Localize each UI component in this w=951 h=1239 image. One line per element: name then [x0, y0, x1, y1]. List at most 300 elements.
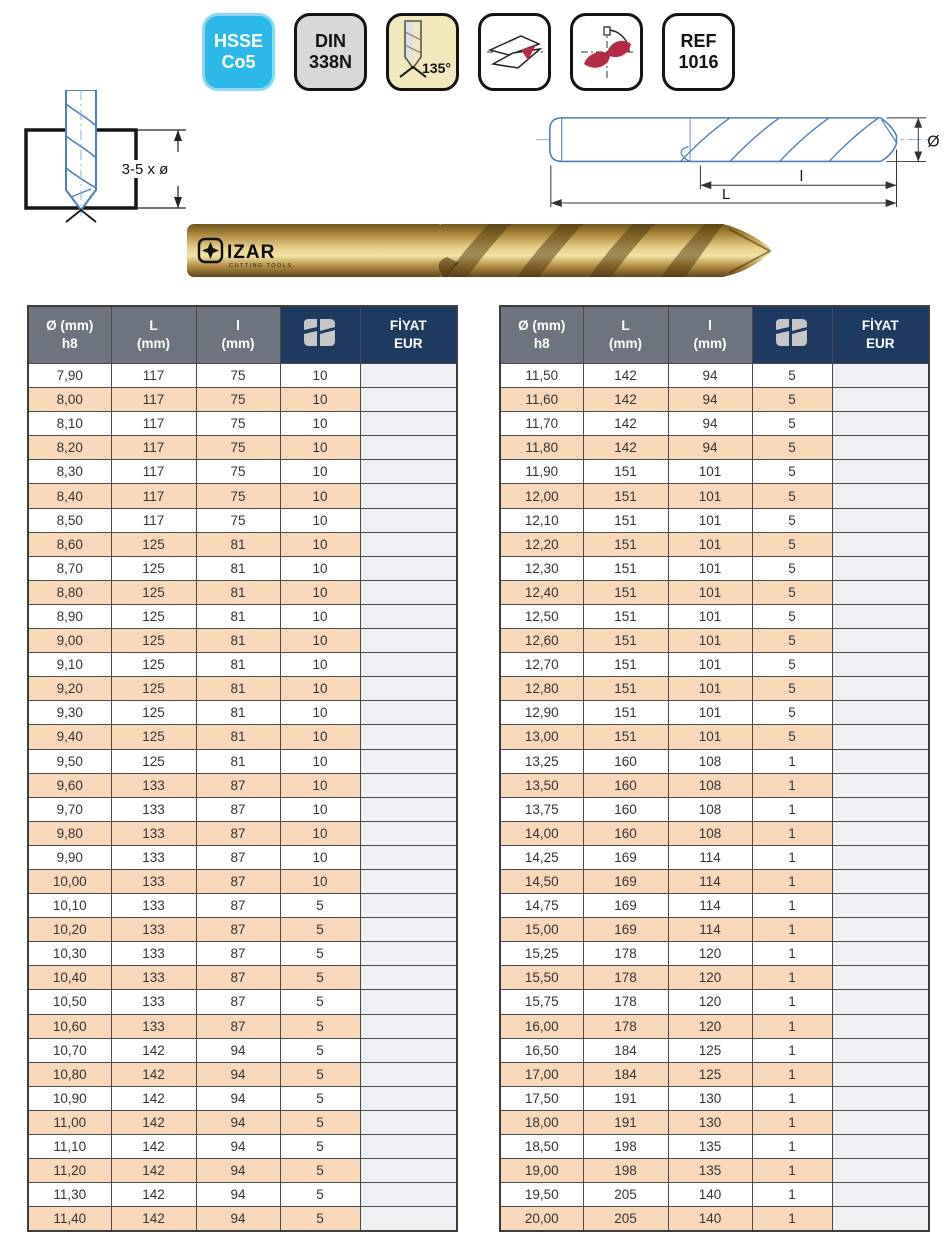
- price-cell: [832, 556, 929, 580]
- table-cell: 10,60: [28, 1014, 111, 1038]
- table-cell: 10: [280, 580, 360, 604]
- table-cell: 87: [196, 918, 280, 942]
- table-cell: 125: [111, 677, 196, 701]
- price-cell: [832, 1038, 929, 1062]
- table-cell: 101: [668, 556, 752, 580]
- table-cell: 81: [196, 556, 280, 580]
- table-cell: 5: [752, 604, 832, 628]
- table-cell: 117: [111, 436, 196, 460]
- table-cell: 1: [752, 966, 832, 990]
- table-cell: 125: [111, 556, 196, 580]
- table-row: [500, 1086, 929, 1110]
- table-cell: 117: [111, 484, 196, 508]
- table-cell: 12,30: [500, 556, 583, 580]
- table-cell: 5: [280, 918, 360, 942]
- header-row: [28, 306, 457, 364]
- table-cell: 178: [583, 966, 668, 990]
- table-cell: 10: [280, 604, 360, 628]
- table-cell: 9,40: [28, 725, 111, 749]
- price-cell: [832, 412, 929, 436]
- table-cell: 133: [111, 797, 196, 821]
- table-row: [28, 966, 457, 990]
- table-cell: 8,20: [28, 436, 111, 460]
- table-row: [28, 364, 457, 388]
- table-row: [500, 556, 929, 580]
- price-cell: [360, 821, 457, 845]
- table-cell: 11,00: [28, 1110, 111, 1134]
- table-cell: 125: [111, 532, 196, 556]
- ref-number-label: 1016: [678, 52, 719, 72]
- table-cell: 160: [583, 797, 668, 821]
- table-cell: 133: [111, 894, 196, 918]
- table-cell: 133: [111, 918, 196, 942]
- badge-row: [202, 13, 735, 91]
- table-cell: 9,10: [28, 653, 111, 677]
- price-cell: [360, 412, 457, 436]
- table-cell: 12,80: [500, 677, 583, 701]
- table-cell: 81: [196, 629, 280, 653]
- table-cell: 5: [280, 990, 360, 1014]
- table-cell: 151: [583, 460, 668, 484]
- table-cell: 8,30: [28, 460, 111, 484]
- table-cell: 12,50: [500, 604, 583, 628]
- table-row: [500, 749, 929, 773]
- price-cell: [360, 797, 457, 821]
- table-cell: 10: [280, 725, 360, 749]
- table-row: [500, 677, 929, 701]
- table-cell: 142: [111, 1207, 196, 1232]
- table-cell: 12,00: [500, 484, 583, 508]
- price-cell: [832, 508, 929, 532]
- price-cell: [832, 1183, 929, 1207]
- col-header-pack-qty: [280, 306, 360, 364]
- flute-length-dimension-label: l: [799, 169, 804, 186]
- table-cell: 140: [668, 1183, 752, 1207]
- table-cell: 1: [752, 942, 832, 966]
- table-cell: 87: [196, 894, 280, 918]
- table-cell: 9,60: [28, 773, 111, 797]
- table-cell: 5: [280, 966, 360, 990]
- table-cell: 9,70: [28, 797, 111, 821]
- table-cell: 133: [111, 990, 196, 1014]
- price-cell: [832, 532, 929, 556]
- table-cell: 101: [668, 508, 752, 532]
- table-cell: 5: [752, 653, 832, 677]
- din-number-label: 338N: [308, 52, 353, 72]
- col-header-flute-length: l (mm): [196, 306, 280, 364]
- table-row: [28, 797, 457, 821]
- table-cell: 101: [668, 725, 752, 749]
- table-cell: 142: [583, 364, 668, 388]
- table-row: [28, 1086, 457, 1110]
- table-cell: 87: [196, 797, 280, 821]
- table-cell: 13,75: [500, 797, 583, 821]
- price-cell: [360, 1014, 457, 1038]
- table-cell: 12,70: [500, 653, 583, 677]
- table-cell: 94: [196, 1062, 280, 1086]
- price-cell: [832, 918, 929, 942]
- brand-subtitle: CUTTING TOOLS: [229, 263, 293, 269]
- table-cell: 142: [111, 1038, 196, 1062]
- split-point-badge: [478, 13, 551, 91]
- table-cell: 87: [196, 845, 280, 869]
- table-cell: 11,60: [500, 388, 583, 412]
- table-cell: 142: [111, 1110, 196, 1134]
- table-row: [28, 1135, 457, 1159]
- table-cell: 5: [280, 1207, 360, 1232]
- price-cell: [360, 364, 457, 388]
- table-cell: 81: [196, 580, 280, 604]
- table-row: [500, 894, 929, 918]
- table-cell: 1: [752, 1038, 832, 1062]
- price-cell: [360, 942, 457, 966]
- table-cell: 8,80: [28, 580, 111, 604]
- table-cell: 9,30: [28, 701, 111, 725]
- table-cell: 101: [668, 484, 752, 508]
- price-cell: [360, 845, 457, 869]
- price-cell: [360, 653, 457, 677]
- table-cell: 5: [752, 629, 832, 653]
- table-cell: 10: [280, 484, 360, 508]
- table-cell: 7,90: [28, 364, 111, 388]
- table-cell: 9,50: [28, 749, 111, 773]
- table-cell: 142: [583, 436, 668, 460]
- table-cell: 125: [668, 1038, 752, 1062]
- table-cell: 15,25: [500, 942, 583, 966]
- table-row: [500, 532, 929, 556]
- table-cell: 10,10: [28, 894, 111, 918]
- table-cell: 19,00: [500, 1159, 583, 1183]
- table-row: [500, 869, 929, 893]
- table-row: [28, 556, 457, 580]
- table-cell: 14,25: [500, 845, 583, 869]
- table-cell: 142: [583, 412, 668, 436]
- price-cell: [832, 1159, 929, 1183]
- table-cell: 5: [280, 1038, 360, 1062]
- price-cell: [832, 749, 929, 773]
- table-cell: 12,90: [500, 701, 583, 725]
- table-cell: 151: [583, 532, 668, 556]
- table-cell: 9,20: [28, 677, 111, 701]
- table-cell: 10: [280, 869, 360, 893]
- table-cell: 101: [668, 653, 752, 677]
- table-row: [28, 1062, 457, 1086]
- table-row: [28, 532, 457, 556]
- table-cell: 120: [668, 1014, 752, 1038]
- price-cell: [360, 1207, 457, 1232]
- header-row: [500, 306, 929, 364]
- table-row: [500, 821, 929, 845]
- hsse-co5-badge: [202, 13, 275, 91]
- table-cell: 5: [752, 460, 832, 484]
- price-cell: [360, 773, 457, 797]
- table-cell: 1: [752, 749, 832, 773]
- table-cell: 94: [196, 1038, 280, 1062]
- table-cell: 101: [668, 532, 752, 556]
- table-cell: 10: [280, 821, 360, 845]
- table-cell: 10,80: [28, 1062, 111, 1086]
- table-row: [28, 1207, 457, 1232]
- table-cell: 1: [752, 797, 832, 821]
- table-cell: 133: [111, 773, 196, 797]
- table-cell: 151: [583, 725, 668, 749]
- price-cell: [360, 701, 457, 725]
- table-cell: 12,20: [500, 532, 583, 556]
- table-row: [500, 1014, 929, 1038]
- table-cell: 125: [111, 629, 196, 653]
- table-cell: 5: [752, 677, 832, 701]
- table-cell: 8,60: [28, 532, 111, 556]
- point-angle-label: 135°: [421, 60, 451, 76]
- table-row: [500, 845, 929, 869]
- table-row: [28, 653, 457, 677]
- table-cell: 81: [196, 532, 280, 556]
- table-cell: 87: [196, 1014, 280, 1038]
- col-header-price: FİYAT EUR: [832, 306, 929, 364]
- table-cell: 10: [280, 412, 360, 436]
- table-cell: 16,00: [500, 1014, 583, 1038]
- table-cell: 10: [280, 436, 360, 460]
- table-cell: 75: [196, 460, 280, 484]
- table-row: [28, 918, 457, 942]
- table-cell: 198: [583, 1135, 668, 1159]
- table-cell: 75: [196, 388, 280, 412]
- table-cell: 10: [280, 388, 360, 412]
- ref-1016-badge: [662, 13, 735, 91]
- table-cell: 13,25: [500, 749, 583, 773]
- table-cell: 101: [668, 580, 752, 604]
- table-cell: 9,00: [28, 629, 111, 653]
- table-row: [28, 942, 457, 966]
- table-cell: 8,10: [28, 412, 111, 436]
- table-cell: 101: [668, 701, 752, 725]
- table-cell: 10: [280, 653, 360, 677]
- table-row: [500, 918, 929, 942]
- price-cell: [832, 701, 929, 725]
- table-cell: 135: [668, 1159, 752, 1183]
- table-cell: 135: [668, 1135, 752, 1159]
- table-cell: 142: [111, 1135, 196, 1159]
- table-cell: 11,80: [500, 436, 583, 460]
- table-cell: 5: [752, 556, 832, 580]
- drill-dimension-diagram: [532, 98, 948, 212]
- table-cell: 19,50: [500, 1183, 583, 1207]
- table-row: [500, 460, 929, 484]
- table-cell: 1: [752, 1014, 832, 1038]
- table-row: [28, 990, 457, 1014]
- table-cell: 151: [583, 604, 668, 628]
- table-cell: 5: [752, 364, 832, 388]
- table-cell: 81: [196, 604, 280, 628]
- table-cell: 117: [111, 412, 196, 436]
- table-cell: 11,90: [500, 460, 583, 484]
- table-cell: 151: [583, 508, 668, 532]
- table-row: [500, 942, 929, 966]
- table-cell: 13,50: [500, 773, 583, 797]
- price-cell: [360, 990, 457, 1014]
- table-cell: 108: [668, 773, 752, 797]
- table-cell: 13,00: [500, 725, 583, 749]
- table-cell: 160: [583, 749, 668, 773]
- price-cell: [360, 388, 457, 412]
- table-cell: 191: [583, 1110, 668, 1134]
- table-cell: 142: [111, 1062, 196, 1086]
- price-cell: [360, 1135, 457, 1159]
- table-cell: 94: [196, 1159, 280, 1183]
- col-header-total-length: L (mm): [583, 306, 668, 364]
- price-cell: [832, 653, 929, 677]
- table-cell: 11,70: [500, 412, 583, 436]
- price-cell: [360, 894, 457, 918]
- table-row: [28, 484, 457, 508]
- table-cell: 10,20: [28, 918, 111, 942]
- table-cell: 5: [280, 1159, 360, 1183]
- package-quantity-icon: [303, 318, 337, 348]
- price-cell: [832, 773, 929, 797]
- table-cell: 5: [280, 1135, 360, 1159]
- table-cell: 10: [280, 460, 360, 484]
- table-cell: 1: [752, 869, 832, 893]
- table-cell: 75: [196, 508, 280, 532]
- price-cell: [360, 1110, 457, 1134]
- din-338n-badge: [294, 13, 367, 91]
- price-cell: [360, 484, 457, 508]
- table-cell: 151: [583, 677, 668, 701]
- table-cell: 125: [111, 580, 196, 604]
- table-cell: 94: [196, 1135, 280, 1159]
- table-cell: 178: [583, 990, 668, 1014]
- table-cell: 10: [280, 556, 360, 580]
- table-cell: 1: [752, 990, 832, 1014]
- table-cell: 133: [111, 1014, 196, 1038]
- price-cell: [832, 460, 929, 484]
- table-cell: 5: [280, 1110, 360, 1134]
- table-cell: 130: [668, 1110, 752, 1134]
- table-cell: 81: [196, 749, 280, 773]
- table-cell: 10,90: [28, 1086, 111, 1110]
- table-row: [28, 773, 457, 797]
- table-cell: 133: [111, 821, 196, 845]
- table-cell: 94: [196, 1110, 280, 1134]
- table-cell: 8,40: [28, 484, 111, 508]
- point-angle-badge: [386, 13, 459, 91]
- table-cell: 5: [280, 894, 360, 918]
- table-cell: 198: [583, 1159, 668, 1183]
- table-cell: 1: [752, 1159, 832, 1183]
- col-header-total-length: L (mm): [111, 306, 196, 364]
- table-cell: 17,50: [500, 1086, 583, 1110]
- price-cell: [832, 942, 929, 966]
- table-row: [28, 508, 457, 532]
- table-row: [500, 1110, 929, 1134]
- table-cell: 108: [668, 797, 752, 821]
- table-cell: 120: [668, 990, 752, 1014]
- price-cell: [832, 677, 929, 701]
- table-row: [500, 388, 929, 412]
- table-cell: 87: [196, 869, 280, 893]
- price-cell: [832, 1135, 929, 1159]
- table-cell: 10: [280, 845, 360, 869]
- price-cell: [832, 990, 929, 1014]
- table-cell: 11,40: [28, 1207, 111, 1232]
- table-cell: 133: [111, 942, 196, 966]
- table-cell: 160: [583, 821, 668, 845]
- table-row: [500, 1183, 929, 1207]
- table-cell: 10,40: [28, 966, 111, 990]
- table-cell: 101: [668, 629, 752, 653]
- price-cell: [360, 604, 457, 628]
- table-row: [500, 629, 929, 653]
- table-cell: 75: [196, 412, 280, 436]
- table-cell: 10: [280, 773, 360, 797]
- table-row: [500, 1062, 929, 1086]
- table-cell: 160: [583, 773, 668, 797]
- table-row: [500, 725, 929, 749]
- table-cell: 15,50: [500, 966, 583, 990]
- table-cell: 1: [752, 821, 832, 845]
- price-cell: [360, 749, 457, 773]
- price-cell: [360, 629, 457, 653]
- table-cell: 87: [196, 821, 280, 845]
- table-cell: 5: [280, 1062, 360, 1086]
- table-row: [28, 1159, 457, 1183]
- price-cell: [832, 894, 929, 918]
- brand-name: IZAR: [227, 242, 276, 263]
- table-cell: 15,75: [500, 990, 583, 1014]
- table-cell: 12,10: [500, 508, 583, 532]
- table-row: [500, 773, 929, 797]
- price-cell: [360, 1086, 457, 1110]
- table-cell: 81: [196, 677, 280, 701]
- price-cell: [832, 821, 929, 845]
- price-cell: [832, 1207, 929, 1232]
- table-cell: 117: [111, 460, 196, 484]
- table-row: [28, 821, 457, 845]
- table-cell: 87: [196, 942, 280, 966]
- table-cell: 9,80: [28, 821, 111, 845]
- table-cell: 5: [752, 580, 832, 604]
- price-cell: [360, 869, 457, 893]
- table-cell: 11,30: [28, 1183, 111, 1207]
- point-angle-135-icon: [391, 19, 455, 85]
- price-cell: [832, 1062, 929, 1086]
- table-cell: 1: [752, 845, 832, 869]
- table-cell: 5: [280, 942, 360, 966]
- table-cell: 8,00: [28, 388, 111, 412]
- table-cell: 125: [111, 749, 196, 773]
- price-cell: [832, 436, 929, 460]
- table-row: [500, 1207, 929, 1232]
- table-cell: 114: [668, 894, 752, 918]
- drill-point-front-view-icon: [577, 24, 637, 80]
- table-cell: 94: [668, 364, 752, 388]
- price-cell: [832, 1110, 929, 1134]
- helix-badge: [570, 13, 643, 91]
- table-cell: 5: [752, 484, 832, 508]
- table-cell: 94: [196, 1086, 280, 1110]
- table-cell: 75: [196, 436, 280, 460]
- table-row: [28, 436, 457, 460]
- price-cell: [832, 1086, 929, 1110]
- table-cell: 101: [668, 604, 752, 628]
- table-row: [500, 797, 929, 821]
- table-cell: 142: [111, 1183, 196, 1207]
- table-cell: 178: [583, 942, 668, 966]
- table-row: [500, 990, 929, 1014]
- col-header-price: FİYAT EUR: [360, 306, 457, 364]
- table-cell: 18,00: [500, 1110, 583, 1134]
- table-cell: 1: [752, 1086, 832, 1110]
